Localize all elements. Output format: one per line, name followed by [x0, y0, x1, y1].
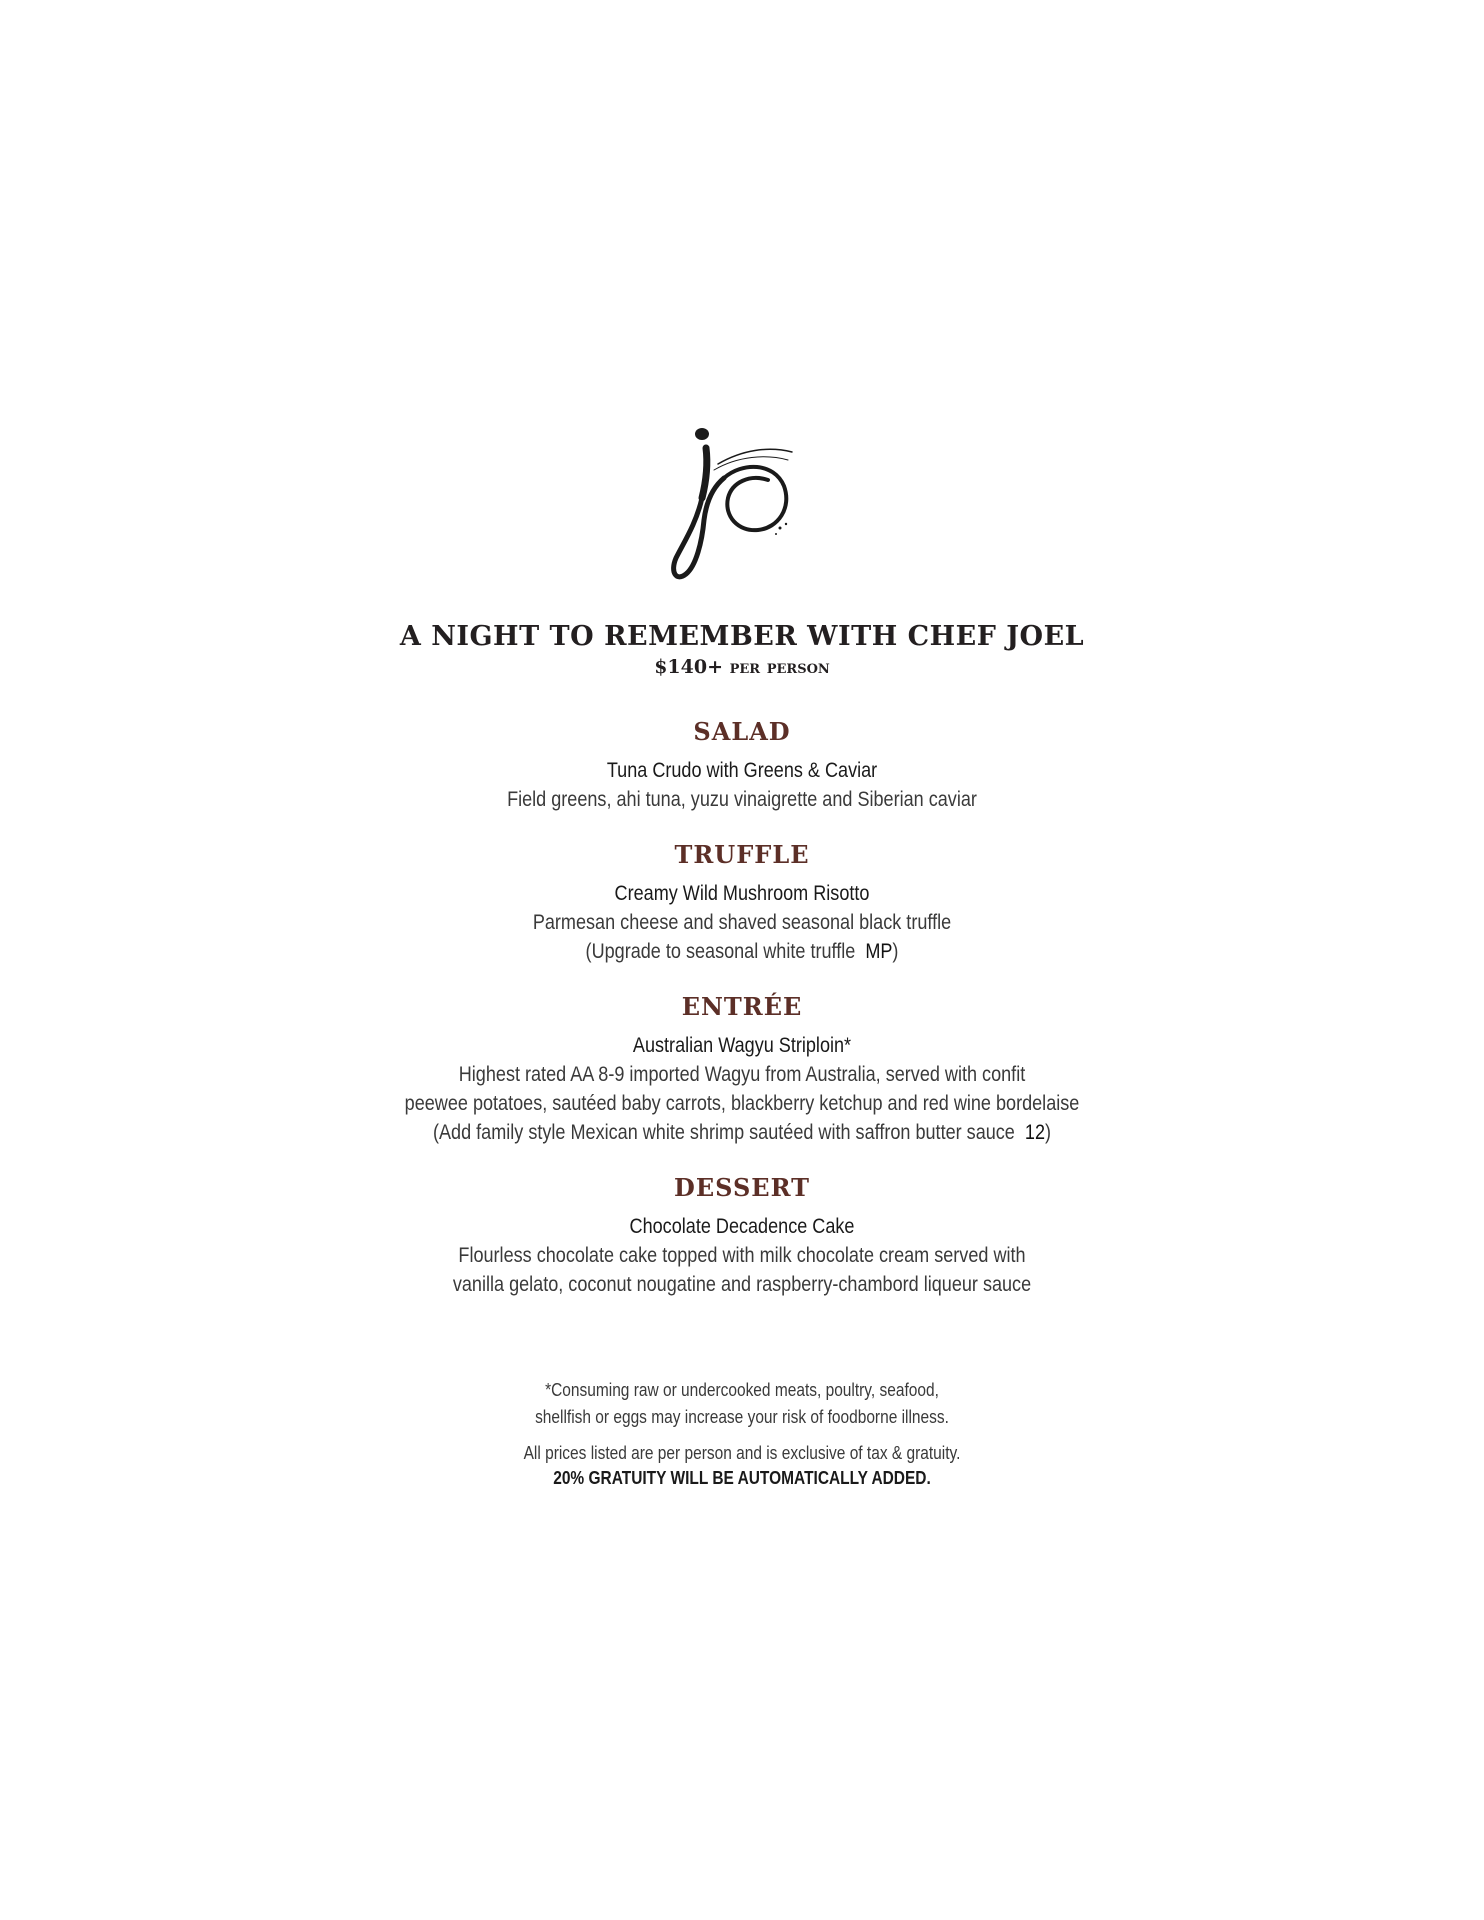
- section-heading-dessert: DESSERT: [674, 1173, 810, 1202]
- item-desc-truffle: Parmesan cheese and shaved seasonal black truffle: [532, 911, 952, 934]
- item-desc-dessert-1: Flourless chocolate cake topped with milk chocolate cream served with: [458, 1244, 1026, 1267]
- upgrade-line-entree: [104, 1121, 1380, 1145]
- price-suffix: per person: [729, 656, 830, 678]
- item-name-salad: Tuna Crudo with Greens & Caviar: [606, 759, 878, 782]
- item-name-entree: Australian Wagyu Striploin*: [632, 1034, 852, 1057]
- price-amount: $140+: [654, 656, 723, 678]
- upgrade-close: ): [892, 940, 899, 963]
- upgrade-text: (Add family style Mexican white shrimp sautéed with saffron butter sauce: [432, 1121, 1015, 1144]
- prices-note: All prices listed are per person and is exclusive of tax & gratuity.: [523, 1443, 961, 1463]
- item-name-dessert: Chocolate Decadence Cake: [629, 1215, 855, 1238]
- item-desc-entree-2: peewee potatoes, sautéed baby carrots, blackberry ketchup and red wine bordelaise: [404, 1092, 1080, 1115]
- item-desc-dessert-2: vanilla gelato, coconut nougatine and raspberry-chambord liqueur sauce: [452, 1273, 1032, 1296]
- disclaimer-line-1: *Consuming raw or undercooked meats, poultry, seafood,: [545, 1380, 939, 1400]
- upgrade-price: MP: [865, 940, 893, 963]
- upgrade-line-truffle: [104, 940, 1380, 964]
- upgrade-price: 12: [1024, 1121, 1045, 1144]
- section-heading-truffle: TRUFFLE: [674, 840, 810, 869]
- section-heading-salad: SALAD: [693, 717, 791, 746]
- jo-monogram-logo: [662, 424, 822, 584]
- menu-title: A NIGHT TO REMEMBER WITH CHEF JOEL: [399, 621, 1085, 652]
- price-per-person: [0, 656, 1484, 678]
- gratuity-note: 20% GRATUITY WILL BE AUTOMATICALLY ADDED.: [553, 1468, 931, 1488]
- upgrade-text: (Upgrade to seasonal white truffle: [585, 940, 856, 963]
- item-desc-entree-1: Highest rated AA 8-9 imported Wagyu from Australia, served with confit: [458, 1063, 1026, 1086]
- item-desc-salad: Field greens, ahi tuna, yuzu vinaigrette and Siberian caviar: [507, 788, 977, 811]
- section-heading-entree: ENTRÉE: [681, 992, 803, 1021]
- item-name-truffle: Creamy Wild Mushroom Risotto: [614, 882, 870, 905]
- disclaimer-line-2: shellfish or eggs may increase your risk of foodborne illness.: [535, 1407, 949, 1427]
- upgrade-close: ): [1044, 1121, 1052, 1144]
